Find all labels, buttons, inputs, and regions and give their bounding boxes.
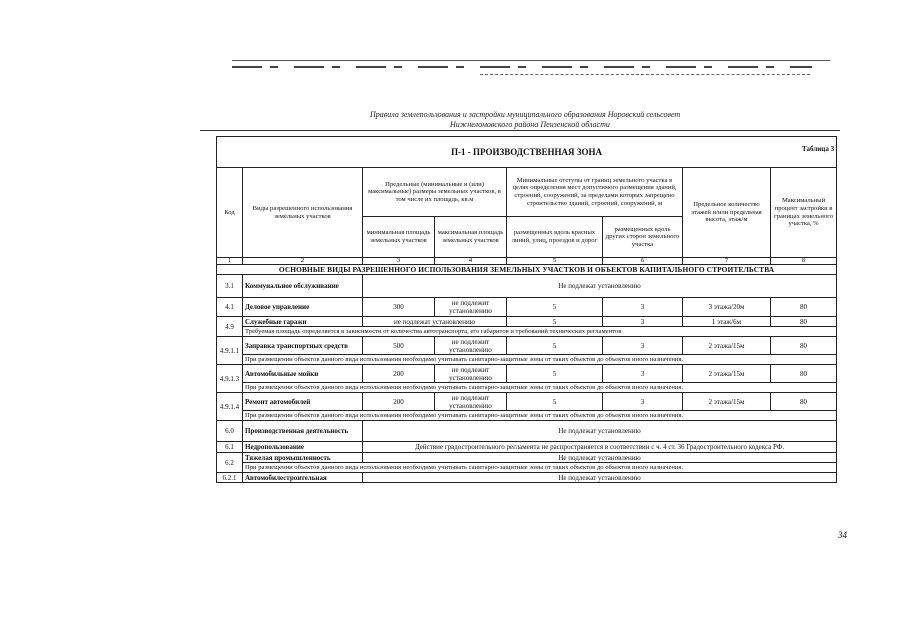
row-setback-other: 3	[603, 337, 683, 355]
row-span-text: Не подлежат установлению	[363, 275, 837, 298]
row-setback-other: 3	[603, 365, 683, 383]
row-name: Автомобильные мойки	[243, 365, 363, 383]
header-setbacks: Минимальные отступы от границ земельного участка в целях определения мест допустимого размещения зданий, строений, сооружений, за пределами которых запрещено строительство зданий, строений, сооружений, м	[507, 168, 683, 217]
table-row	[217, 298, 837, 317]
row-code: 4.1	[217, 298, 243, 317]
index-row	[217, 258, 837, 265]
zone-table	[216, 136, 837, 483]
header-setback-streets: размещенных вдоль красных линий, улиц, проездов и дорог	[507, 217, 603, 258]
row-span-text: Не подлежат установлению	[363, 453, 837, 463]
top-rule	[232, 60, 830, 61]
row-floors: 1 этаж/6м	[683, 317, 771, 327]
header-coverage: Максимальный процент застройки в границах земельного участка, %	[771, 168, 837, 258]
row-note: При размещении объектов данного вида использования необходимо учитывать санитарно-защитные зоны от таких объектов до объектов иного назначения.	[243, 463, 837, 473]
table-row	[217, 473, 837, 483]
page-number: 34	[838, 530, 847, 540]
header-max-area: максимальная площадь земельных участков	[435, 217, 507, 258]
row-max-area: не подлежит установлению	[435, 393, 507, 411]
table-row	[217, 317, 837, 327]
row-span-text: Не подлежат установлению	[363, 421, 837, 442]
section-title: ОСНОВНЫЕ ВИДЫ РАЗРЕШЕННОГО ИСПОЛЬЗОВАНИЯ ЗЕМЕЛЬНЫХ УЧАСТКОВ И ОБЪЕКТОВ КАПИТАЛЬНОГО СТРОИТЕЛЬСТВА	[217, 265, 837, 275]
index-cell: 5	[507, 258, 603, 265]
row-code: 4.9.1.3	[217, 365, 243, 393]
row-setback-other: 3	[603, 298, 683, 317]
row-min-area: 300	[363, 298, 435, 317]
table-title: П-1 - ПРОИЗВОДСТВЕННАЯ ЗОНА	[451, 147, 603, 157]
header-code: Код	[217, 168, 243, 258]
row-setback-streets: 5	[507, 365, 603, 383]
row-min-area: 500	[363, 337, 435, 355]
header-sizes: Предельные (минимальные и (или) максимальные) размеры земельных участков, в том числе их площадь, кв.м	[363, 168, 507, 217]
row-name: Производственная деятельность	[243, 421, 363, 442]
header-setback-other: размещенных вдоль других сторон земельного участка	[603, 217, 683, 258]
row-code: 3.1	[217, 275, 243, 298]
row-setback-other: 3	[603, 317, 683, 327]
row-name: Автомобилестроительная	[243, 473, 363, 483]
row-code: 4.9	[217, 317, 243, 337]
table-row	[217, 337, 837, 355]
row-span-text: Действие градостроительного регламента не распространяется в соответствии с ч. 4 ст. 36 Градостроительного кодекса РФ.	[363, 442, 837, 453]
row-max-area: не подлежит установлению	[435, 298, 507, 317]
row-floors: 3 этажа/20м	[683, 298, 771, 317]
row-code: 6.2	[217, 453, 243, 473]
table-row	[217, 365, 837, 383]
row-coverage: 80	[771, 337, 837, 355]
row-name: Служебные гаражи	[243, 317, 363, 327]
index-cell: 1	[217, 258, 243, 265]
row-setback-other: 3	[603, 393, 683, 411]
row-min-area: 200	[363, 393, 435, 411]
row-name: Недропользование	[243, 442, 363, 453]
row-name: Деловое управление	[243, 298, 363, 317]
table-title-cell	[217, 137, 837, 168]
table-number: Таблица 3	[802, 145, 835, 153]
zone-table-sheet	[216, 136, 836, 483]
index-cell: 4	[435, 258, 507, 265]
row-coverage: 80	[771, 298, 837, 317]
index-cell: 8	[771, 258, 837, 265]
row-setback-streets: 5	[507, 317, 603, 327]
row-code: 4.9.1.1	[217, 337, 243, 365]
row-floors: 2 этажа/15м	[683, 393, 771, 411]
row-setback-streets: 5	[507, 298, 603, 317]
row-name: Ремонт автомобилей	[243, 393, 363, 411]
row-floors: 2 этажа/15м	[683, 337, 771, 355]
row-setback-streets: 5	[507, 337, 603, 355]
row-code: 6.0	[217, 421, 243, 442]
row-note: При размещении объектов данного вида использования необходимо учитывать санитарно-защитные зоны от таких объектов до объектов иного назначения.	[243, 411, 837, 421]
row-note: При размещении объектов данного вида использования необходимо учитывать санитарно-защитные зоны от таких объектов до объектов иного назначения.	[243, 355, 837, 365]
row-name: Заправка транспортных средств	[243, 337, 363, 355]
row-span-text: Не подлежат установлению	[363, 473, 837, 483]
running-header-line1: Правила землепользования и застройки муниципального образования Норовский сельсовет	[370, 110, 681, 119]
top-rule-lower	[480, 74, 810, 75]
header-kinds: Виды разрешенного использования земельных участков	[243, 168, 363, 258]
row-max-area: не подлежит установлению	[435, 337, 507, 355]
row-min-area: 200	[363, 365, 435, 383]
top-dashed-rule	[232, 66, 812, 68]
row-max-area: не подлежит установлению	[435, 365, 507, 383]
running-header-line2: Нижнеломовского района Пензенской области	[450, 120, 610, 129]
row-note: При размещении объектов данного вида использования необходимо учитывать санитарно-защитные зоны от таких объектов до объектов иного назначения.	[243, 383, 837, 393]
row-setback-streets: 5	[507, 393, 603, 411]
row-name: Тяжелая промышленность	[243, 453, 363, 463]
table-row	[217, 275, 837, 298]
row-coverage: 80	[771, 365, 837, 383]
table-row	[217, 442, 837, 453]
table-row	[217, 393, 837, 411]
index-cell: 3	[363, 258, 435, 265]
row-floors: 2 этажа/15м	[683, 365, 771, 383]
header-floors: Предельное количество этажей и/или предельная высота, этаж/м	[683, 168, 771, 258]
index-cell: 6	[603, 258, 683, 265]
header-min-area: минимальная площадь земельных участков	[363, 217, 435, 258]
row-code: 6.1	[217, 442, 243, 453]
index-cell: 7	[683, 258, 771, 265]
row-code: 6.2.1	[217, 473, 243, 483]
running-header-rule	[200, 130, 840, 131]
row-code: 4.9.1.4	[217, 393, 243, 421]
row-coverage: 80	[771, 317, 837, 327]
table-row	[217, 421, 837, 442]
index-cell: 2	[243, 258, 363, 265]
table-row	[217, 453, 837, 463]
row-sizes: не подлежат установлению	[363, 317, 507, 327]
row-name: Коммунальное обслуживание	[243, 275, 363, 298]
row-note: Требуемая площадь определяется в зависимости от количества автотранспорта, его габаритов и требований технических регламентов	[243, 327, 837, 337]
row-coverage: 80	[771, 393, 837, 411]
